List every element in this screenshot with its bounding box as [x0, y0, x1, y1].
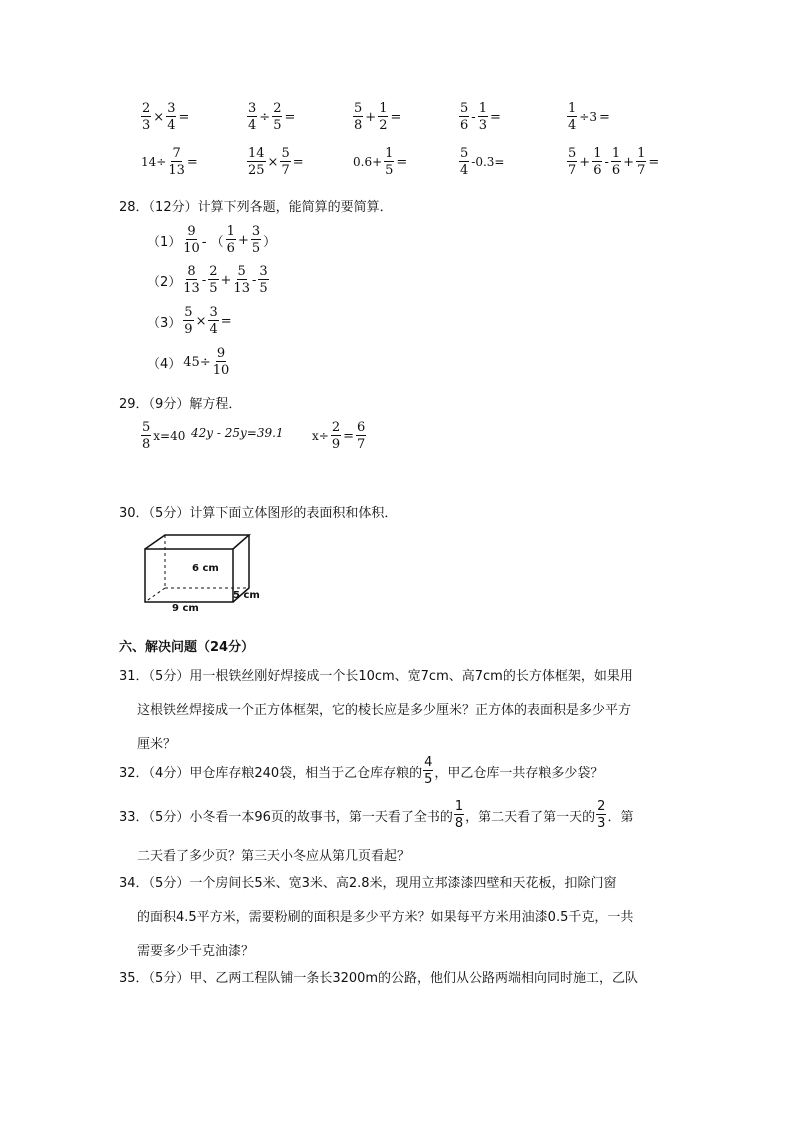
fraction: $\frac{8}{13}$ [183, 264, 200, 296]
fraction: $\frac{6}{7}$ [357, 420, 366, 452]
q29-equation2: 42y - 25y=39.1 [191, 426, 284, 440]
calc-row1-item2: $\frac{3}{4}$ ÷ $\frac{2}{5}$ = [248, 101, 296, 133]
q33-line2: 二天看了多少页？第三天小冬应从第几页看起？ [137, 849, 411, 864]
fraction: $\frac{1}{2}$ [379, 101, 388, 133]
q34-line2: 的面积4.5平方米，需要粉刷的面积是多少平方米？如果每平方米用油漆0.5千克，一共 [137, 910, 634, 925]
q34-line3: 需要多少千克油漆？ [137, 944, 255, 959]
q28-title: 28．（12分）计算下列各题，能简算的要简算． [119, 200, 393, 215]
fraction: $\frac{2}{5}$ [273, 101, 282, 133]
fraction: $\frac{5}{7}$ [281, 146, 290, 178]
q28-item4: （4） 45÷ $\frac{9}{10}$ [147, 346, 230, 378]
fraction: $\frac{5}{8}$ [142, 420, 151, 452]
section-heading: 六、解决问题（24分） [119, 640, 255, 655]
fraction: $\frac{3}{4}$ [209, 305, 218, 337]
cuboid-height-label: 6 cm [192, 563, 219, 574]
fraction: $\frac{7}{13}$ [168, 146, 185, 178]
calc-row1-item1: $\frac{2}{3}$ × $\frac{3}{4}$ = [142, 101, 190, 133]
fraction: $\frac{5}{4}$ [460, 146, 469, 178]
fraction: $\frac{2}{3}$ [142, 101, 151, 133]
calc-row2-item5: $\frac{5}{7}$ + $\frac{1}{6}$ - $\frac{1}{6}$ + $\frac{1}{7}$ = [568, 146, 660, 178]
q28-item1: （1） $\frac{9}{10}$ - （ $\frac{1}{6}$ + $\frac{3}{5}$ ） [147, 224, 277, 256]
q31-line2: 这根铁丝焊接成一个正方体框架，它的棱长应是多少厘米？正方体的表面积是多少平方 [137, 703, 632, 718]
fraction: $\frac{3}{4}$ [167, 101, 176, 133]
q29-title: 29．（9分）解方程． [119, 397, 242, 412]
fraction: $\frac{5}{7}$ [568, 146, 577, 178]
fraction: $\frac{1}{6}$ [226, 224, 235, 256]
q30-title: 30．（5分）计算下面立体图形的表面积和体积． [119, 506, 398, 521]
fraction: $\frac{2}{3}$ [597, 799, 606, 831]
fraction: $\frac{1}{7}$ [637, 146, 646, 178]
fraction: $\frac{2}{5}$ [209, 264, 218, 296]
fraction: $\frac{4}{5}$ [424, 755, 433, 787]
q34-line1: 34．（5分）一个房间长5米、宽3米、高2.8米，现用立邦漆漆四壁和天花板，扣除门窗 [119, 876, 617, 891]
calc-row1-item4: $\frac{5}{6}$ - $\frac{1}{3}$ = [460, 101, 501, 133]
fraction: $\frac{1}{8}$ [454, 799, 464, 831]
q31-line3: 厘米？ [137, 737, 177, 752]
calc-row2-item1: 14÷ $\frac{7}{13}$ = [141, 146, 198, 178]
cuboid-width-label: 5 cm [233, 590, 260, 601]
q29-equation3: x÷ $\frac{2}{9}$ = $\frac{6}{7}$ [312, 420, 366, 452]
q35-line1: 35．（5分）甲、乙两工程队铺一条长3200m的公路，他们从公路两端相向同时施工，乙队 [119, 971, 639, 986]
fraction: $\frac{1}{6}$ [593, 146, 602, 178]
fraction: $\frac{5}{6}$ [460, 101, 469, 133]
q33-line1: 33．（5分）小冬看一本96页的故事书，第一天看了全书的 $\frac{1}{8}$ ，第二天看了第一天的 $\frac{2}{3}$ ．第 [119, 799, 634, 831]
calc-row1-item5: $\frac{1}{4}$ ÷3 = [568, 101, 610, 133]
fraction: $\frac{1}{3}$ [478, 101, 487, 133]
calc-row2-item2: $\frac{14}{25}$ × $\frac{5}{7}$ = [248, 146, 304, 178]
fraction: $\frac{1}{6}$ [611, 146, 621, 178]
cuboid-figure [138, 530, 268, 620]
fraction: $\frac{3}{4}$ [248, 101, 257, 133]
q29-equation1: $\frac{5}{8}$ x=40 [142, 420, 186, 452]
q35 [119, 962, 679, 996]
q31-line1: 31．（5分）用一根铁丝刚好焊接成一个长10cm、宽7cm、高7cm的长方体框架，如果用 [119, 669, 633, 684]
fraction: $\frac{14}{25}$ [248, 146, 265, 178]
fraction: $\frac{9}{10}$ [212, 346, 230, 378]
fraction: $\frac{3}{5}$ [259, 264, 268, 296]
cuboid-top-face [145, 535, 249, 549]
fraction: $\frac{9}{10}$ [183, 224, 200, 256]
calc-row2-item3: 0.6+ $\frac{1}{5}$ = [353, 146, 408, 178]
fraction: $\frac{2}{9}$ [331, 420, 341, 452]
q32: 32．（4分）甲仓库存粮240袋，相当于乙仓库存粮的 $\frac{4}{5}$ ，甲乙仓库一共存粮多少袋？ [119, 755, 604, 787]
cuboid-front-face [145, 549, 233, 602]
calc-row1-item3: $\frac{5}{8}$ + $\frac{1}{2}$ = [354, 101, 402, 133]
q34 [119, 867, 679, 969]
q28-item2: （2） $\frac{8}{13}$ - $\frac{2}{5}$ + $\frac{5}{13}$ - $\frac{3}{5}$ [147, 264, 268, 296]
fraction: $\frac{5}{9}$ [184, 305, 193, 337]
cuboid-length-label: 9 cm [172, 603, 199, 614]
fraction: $\frac{5}{13}$ [233, 264, 250, 296]
cuboid-hidden-edge [145, 588, 165, 602]
q28-item3: （3） $\frac{5}{9}$ × $\frac{3}{4}$ = [147, 305, 232, 337]
fraction: $\frac{1}{4}$ [568, 101, 577, 133]
q31 [119, 660, 679, 762]
fraction: $\frac{5}{8}$ [354, 101, 363, 133]
calc-row2-item4: $\frac{5}{4}$ -0.3= [460, 146, 505, 178]
fraction: $\frac{1}{5}$ [385, 146, 394, 178]
fraction: $\frac{3}{5}$ [251, 224, 261, 256]
